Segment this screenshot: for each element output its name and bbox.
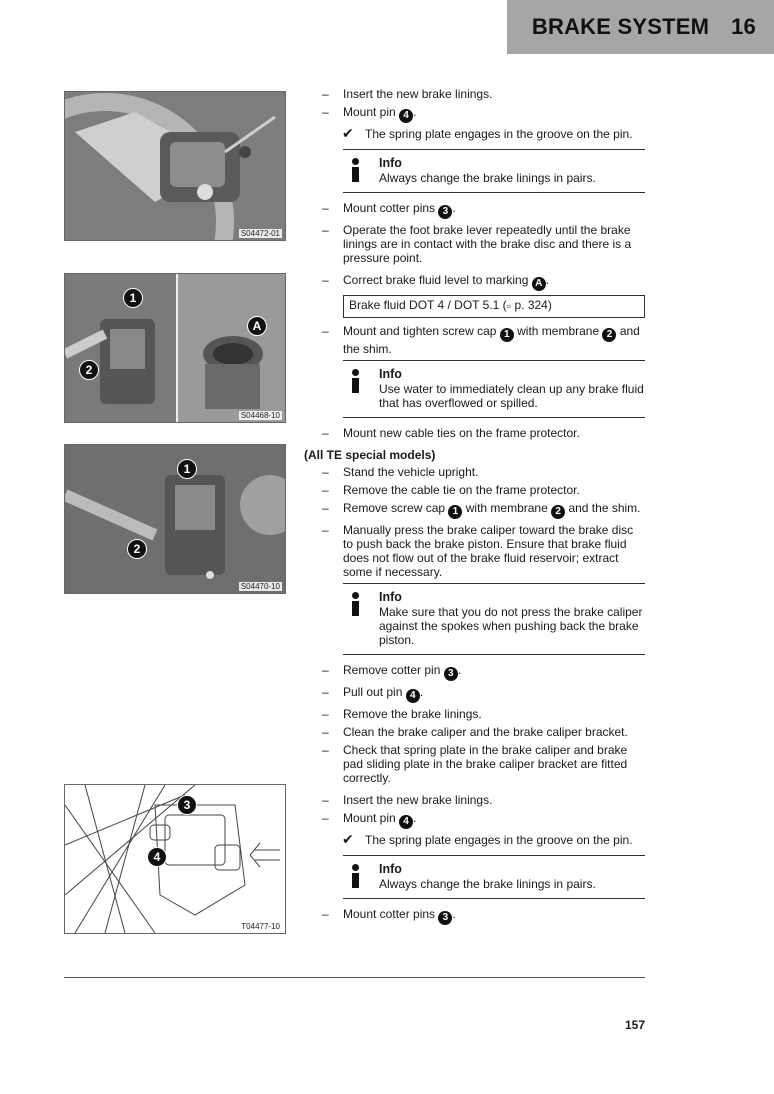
info-box: Info Make sure that you do not press the brake caliper against the spokes when pushing back the brake piston.	[343, 583, 645, 655]
info-icon	[349, 369, 361, 393]
figure-brake-caliper-photo	[64, 91, 286, 241]
step: – Mount new cable ties on the frame protector.	[322, 426, 580, 440]
figure-brake-fluid-reservoir-photo	[64, 273, 286, 423]
step: – Mount and tighten screw cap 1 with membrane 2 and the shim.	[322, 324, 640, 356]
chapter-number: 16	[731, 14, 756, 39]
screw-cap-photo-illustration	[65, 445, 285, 593]
page-number: 157	[624, 1018, 645, 1032]
callout-A: A	[247, 316, 267, 336]
callout-2: 2	[79, 360, 99, 380]
spec-box: Brake fluid DOT 4 / DOT 5.1 (⌗ p. 324)	[343, 295, 645, 318]
reservoir-photo-illustration	[65, 274, 285, 422]
callout-1: 1	[123, 288, 143, 308]
callout-1: 1	[177, 459, 197, 479]
callout-3: 3	[177, 795, 197, 815]
info-icon	[349, 864, 361, 888]
step: – Insert the new brake linings.	[322, 793, 493, 807]
badge: 3	[438, 911, 452, 925]
step: – Check that spring plate in the brake caliper and brake pad sliding plate in the brake caliper bracket are fitted correctly.	[322, 743, 628, 785]
checkmark-icon: ✔	[342, 125, 354, 141]
step: – Remove cotter pin 3 .	[322, 663, 462, 679]
badge: 1	[448, 505, 462, 519]
footer-divider	[64, 977, 645, 978]
badge: A	[532, 277, 546, 291]
figure-code: T04477-10	[241, 922, 280, 931]
caliper-photo-illustration	[65, 92, 285, 240]
info-box: Info Use water to immediately clean up any brake fluid that has overflowed or spilled.	[343, 360, 645, 418]
page-ref-icon: ⌗	[506, 302, 512, 311]
step: – Mount pin 4 .	[322, 105, 417, 121]
figure-code: S04468-10	[240, 411, 280, 420]
callout-4: 4	[147, 847, 167, 867]
step: – Correct brake fluid level to marking A .	[322, 273, 550, 289]
step: – Manually press the brake caliper toward the brake disc to push back the brake piston. Ensure that brake fluid does not flow out of the brake fluid reservoir; extract some if necessary.	[322, 523, 634, 579]
step: – Insert the new brake linings.	[322, 87, 493, 101]
badge: 4	[406, 689, 420, 703]
figure-screw-cap-photo	[64, 444, 286, 594]
instructions	[304, 87, 645, 929]
step: – Mount cotter pins 3 .	[322, 201, 456, 217]
badge: 2	[602, 328, 616, 342]
step: – Operate the foot brake lever repeatedly until the brake linings are in contact with the brake disc and there is a pressure point.	[322, 223, 632, 265]
info-box: Info Always change the brake linings in pairs.	[343, 149, 645, 193]
figure-caliper-line-drawing	[64, 784, 286, 934]
checkmark-icon: ✔	[342, 831, 354, 847]
badge: 4	[399, 109, 413, 123]
chapter-title: BRAKE SYSTEM	[531, 14, 710, 39]
step: – Remove the cable tie on the frame protector.	[322, 483, 580, 497]
result: ✔ The spring plate engages in the groove on the pin.	[342, 125, 633, 141]
step: – Mount pin 4 .	[322, 811, 417, 827]
step: – Mount cotter pins 3 .	[322, 907, 456, 923]
badge: 4	[399, 815, 413, 829]
step: – Clean the brake caliper and the brake caliper bracket.	[322, 725, 628, 739]
badge: 1	[500, 328, 514, 342]
badge: 2	[551, 505, 565, 519]
badge: 3	[444, 667, 458, 681]
figure-code: S04470-10	[240, 582, 280, 591]
step: – Stand the vehicle upright.	[322, 465, 479, 479]
badge: 3	[438, 205, 452, 219]
result: ✔ The spring plate engages in the groove on the pin.	[342, 831, 633, 847]
info-icon	[349, 158, 361, 182]
caliper-line-illustration	[65, 785, 285, 933]
chapter-header	[507, 0, 774, 54]
step: – Pull out pin 4 .	[322, 685, 424, 701]
info-icon	[349, 592, 361, 616]
step: – Remove the brake linings.	[322, 707, 482, 721]
section-heading: (All TE special models)	[304, 448, 436, 462]
step: – Remove screw cap 1 with membrane 2 and the shim.	[322, 501, 641, 517]
figure-code: S04472-01	[240, 229, 280, 238]
info-box: Info Always change the brake linings in pairs.	[343, 855, 645, 899]
callout-2: 2	[127, 539, 147, 559]
